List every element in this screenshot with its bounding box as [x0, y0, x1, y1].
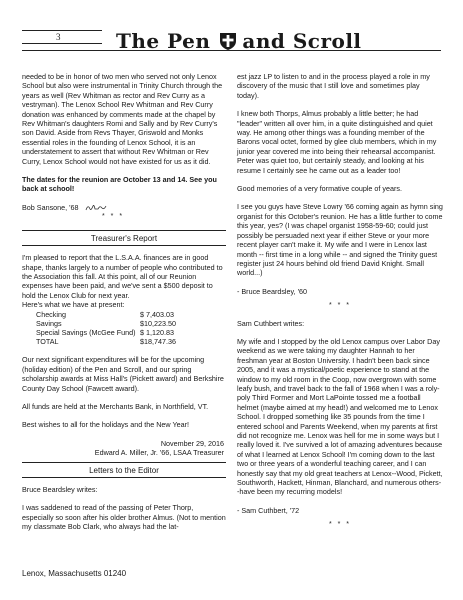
- row-label: Savings: [36, 318, 62, 328]
- bruce-signature: - Bruce Beardsley, '60: [237, 286, 307, 296]
- letters-writer: Bruce Beardsley writes:: [22, 485, 98, 494]
- right-para-5: My wife and I stopped by the old Lenox campus over Labor Day weekend as we were taking my daughter Hannah to her freshman year at Boston University. I hadn't been back since 2005, and it was a mystical/poetic experience to stand at the window to my old room in the Coop, now overgrown with some leafy bush, and travel back to the fall of 1968 when I was a roly-poly Third Former and Mort LaPointe tossed me a football helmet (maybe aimed at my head!) and welcomed me to Lenox School. I dropped something like 35 pounds from the time I entered school and Parents Weekend, when my parents at first did not recognize me. Lenox was hell for me in some ways but I really loved it. I've survived a lot of amazing adventures because of what I learned at Lenox School! I'm coming down to the last two or three years of a wonderful teaching career, and I can honestly say that my old great teachers at Lenox--Wood, Pickett, Southworth, Hackett, Hinman, Blanchard, and numerous others--have been my recurring models!: [237, 336, 443, 497]
- page-number-box: [22, 30, 102, 44]
- signature-line: [22, 203, 226, 212]
- masthead: [22, 28, 441, 62]
- section-rule-top: [22, 462, 226, 463]
- sam-writer: Sam Cuthbert writes:: [237, 318, 305, 328]
- row-value: $ 1,120.83: [140, 327, 174, 337]
- row-label: TOTAL: [36, 337, 59, 347]
- section-separator: * * *: [102, 213, 125, 221]
- table-row: [22, 328, 226, 337]
- row-label: Special Savings (McGee Fund): [36, 327, 136, 337]
- table-row: [22, 337, 226, 346]
- row-value: $10,223.50: [140, 318, 176, 328]
- footer-address: Lenox, Massachusetts 01240: [22, 569, 127, 578]
- sam-signature: - Sam Cuthbert, '72: [237, 505, 300, 515]
- section-separator: * * *: [328, 521, 352, 529]
- section-rule-top: [22, 230, 226, 231]
- letters-para-1: I was saddened to read of the passing of Peter Thorp, especially so soon after his older brother Almus. (Not to mention my classmate Bob Clark, who always had the lat-: [22, 503, 226, 532]
- signature-text: Bob Sansone, '68: [22, 202, 79, 212]
- treasurer-para-3: All funds are held at the Merchants Bank, in Northfield, VT.: [22, 401, 209, 411]
- section-separator: * * *: [328, 302, 352, 310]
- right-para-4: I see you guys have Steve Lowry '66 coming again as hymn sing organist for this October's reunion. He has a little further to come this year, yes? (I was chapel organist 1958-59-60; could just possibly be persuaded next year if either Steve or your more recent player can't make it. My wife and I were in Lenox last month -- first time in a long while -- and signed the Trinity guest register just 24 hours behind old friend David Knight. Small world...): [237, 202, 443, 278]
- newsletter-title: [116, 29, 362, 53]
- left-column: [22, 72, 226, 541]
- finances-table: [22, 310, 226, 347]
- page-number: 3: [56, 32, 61, 42]
- treasurer-date: November 29, 2016: [160, 438, 224, 448]
- row-label: Checking: [36, 309, 66, 319]
- section-rule-bottom: [22, 245, 226, 246]
- treasurer-para-1: I'm pleased to report that the L.S.A.A. finances are in good shape, thanks largely to a number of people who contributed to the Association this fall. At this point, all of our Reunion expenses have been paid, and we've sent a $500 deposit to hold the Lenox Club for next year.: [22, 253, 223, 300]
- treasurer-lead-in: Here's what we have at present:: [22, 300, 125, 310]
- intro-paragraph: needed to be in honor of two men who served not only Lenox School but also were instrumental in Trinity Church through the years as well (Rev Whitman as rector and Rev Curry as a vestryman). The Lenox School Rev Whitman and Rev Curry donation was enhanced by comments made at the chapel by Rev Whitman's daughters Romi and Sally and by Rev Curry's son David. Aside from Revs Thayer, Griswold and Monks essential roles in the founding of Lenox School, it is an understatement to assert that without Rev Whitman or Rev Curry, Lenox School would not have existed for us as it did.: [22, 72, 223, 166]
- table-row: [22, 319, 226, 328]
- right-para-3: Good memories of a very formative couple of years.: [237, 184, 402, 194]
- section-rule-bottom: [22, 477, 226, 478]
- right-para-2: I knew both Thorps, Almus probably a little better; he had "leader" written all over him, in a quite distinguished and quiet way. He among other things was a founding member of the Barons vocal octet, formed by glee club members, which in my junior year covered me into being their rehearsal accompanist. Peter was quiet too, but certainly steady, and looking at his resume I certainly see he came out as a leader too!: [237, 109, 437, 175]
- right-column: [237, 72, 443, 538]
- reunion-dates: The dates for the reunion are October 13 and 14. See you back at school!: [22, 175, 217, 194]
- letters-heading: Letters to the Editor: [89, 465, 159, 475]
- row-value: $ 7,403.03: [140, 309, 174, 319]
- row-value: $18,747.36: [140, 337, 176, 347]
- right-para-1: est jazz LP to listen to and in the process played a role in my discovery of the music that I still love and sometimes play today).: [237, 72, 430, 100]
- table-row: [22, 310, 226, 319]
- treasurer-para-2: Our next significant expenditures will be for the upcoming (holiday edition) of the Pen and Scroll, and our spring scholarship awards at Miss Hall's (Pickett award) and Berkshire County Day School (Fawcett award).: [22, 355, 224, 393]
- treasurer-sign: Edward A. Miller, Jr. '66, LSAA Treasurer: [94, 448, 224, 458]
- handwritten-signature: [85, 203, 107, 212]
- treasurer-heading: Treasurer's Report: [90, 233, 158, 243]
- crest-icon: [218, 31, 238, 51]
- title-part-2: and Scroll: [242, 29, 362, 53]
- treasurer-para-4: Best wishes to all for the holidays and the New Year!: [22, 420, 190, 430]
- title-part-1: The Pen: [116, 29, 211, 53]
